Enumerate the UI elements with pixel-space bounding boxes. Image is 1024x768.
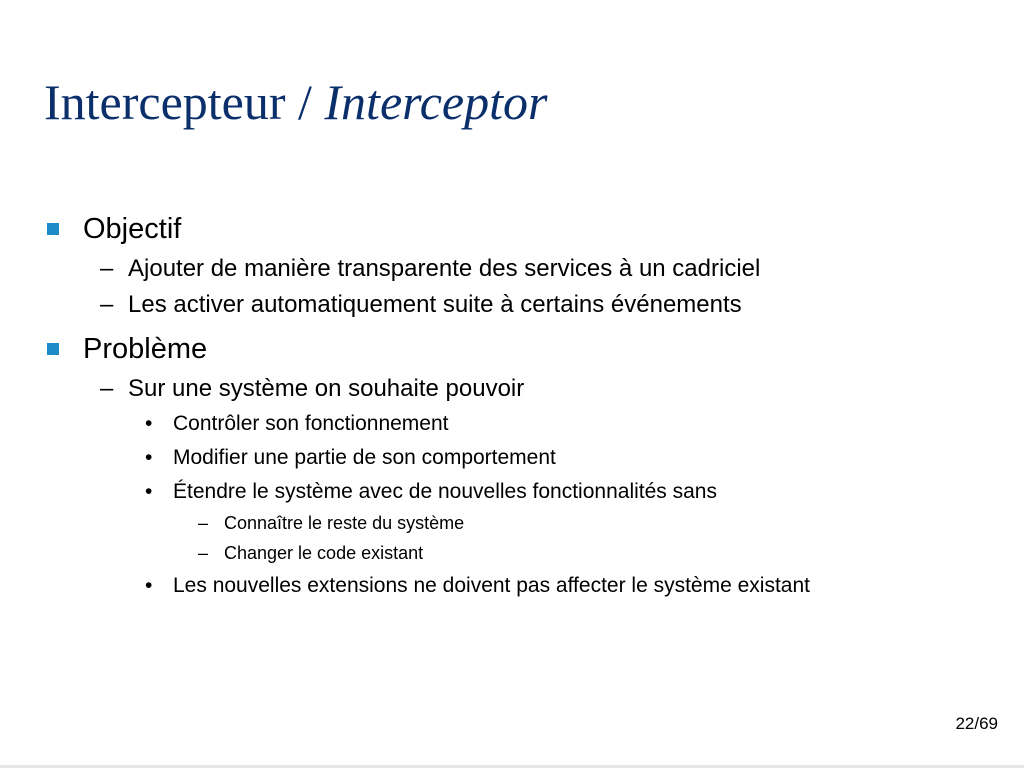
- sub-item-1: Contrôler son fonctionnement: [173, 412, 449, 435]
- dot-marker: •: [145, 480, 153, 503]
- bullet-objectif: Objectif: [83, 213, 182, 245]
- objectif-item-2: Les activer automatiquement suite à certains événements: [128, 291, 742, 318]
- sub-item-2: Modifier une partie de son comportement: [173, 446, 556, 469]
- sub-item-3: Étendre le système avec de nouvelles fonctionnalités sans: [173, 480, 717, 503]
- page-number: 22/69: [955, 714, 998, 733]
- probleme-item-1: Sur une système on souhaite pouvoir: [128, 375, 525, 402]
- sub-sub-item-1: Connaître le reste du système: [224, 513, 465, 533]
- sub-sub-item-2: Changer le code existant: [224, 543, 424, 563]
- dash-marker: –: [198, 513, 209, 533]
- dot-marker: •: [145, 574, 153, 597]
- dot-marker: •: [145, 446, 153, 469]
- square-bullet-icon: [47, 343, 59, 355]
- dot-marker: •: [145, 412, 153, 435]
- title-italic: Interceptor: [324, 74, 548, 130]
- square-bullet-icon: [47, 223, 59, 235]
- sub-item-4: Les nouvelles extensions ne doivent pas affecter le système existant: [173, 574, 810, 597]
- dash-marker: –: [100, 255, 114, 282]
- bullet-probleme: Problème: [83, 333, 208, 365]
- dash-marker: –: [100, 291, 114, 318]
- dash-marker: –: [198, 543, 209, 563]
- dash-marker: –: [100, 375, 114, 402]
- title-regular: Intercepteur /: [44, 74, 325, 130]
- slide-title: [44, 70, 547, 134]
- objectif-item-1: Ajouter de manière transparente des services à un cadriciel: [128, 255, 761, 282]
